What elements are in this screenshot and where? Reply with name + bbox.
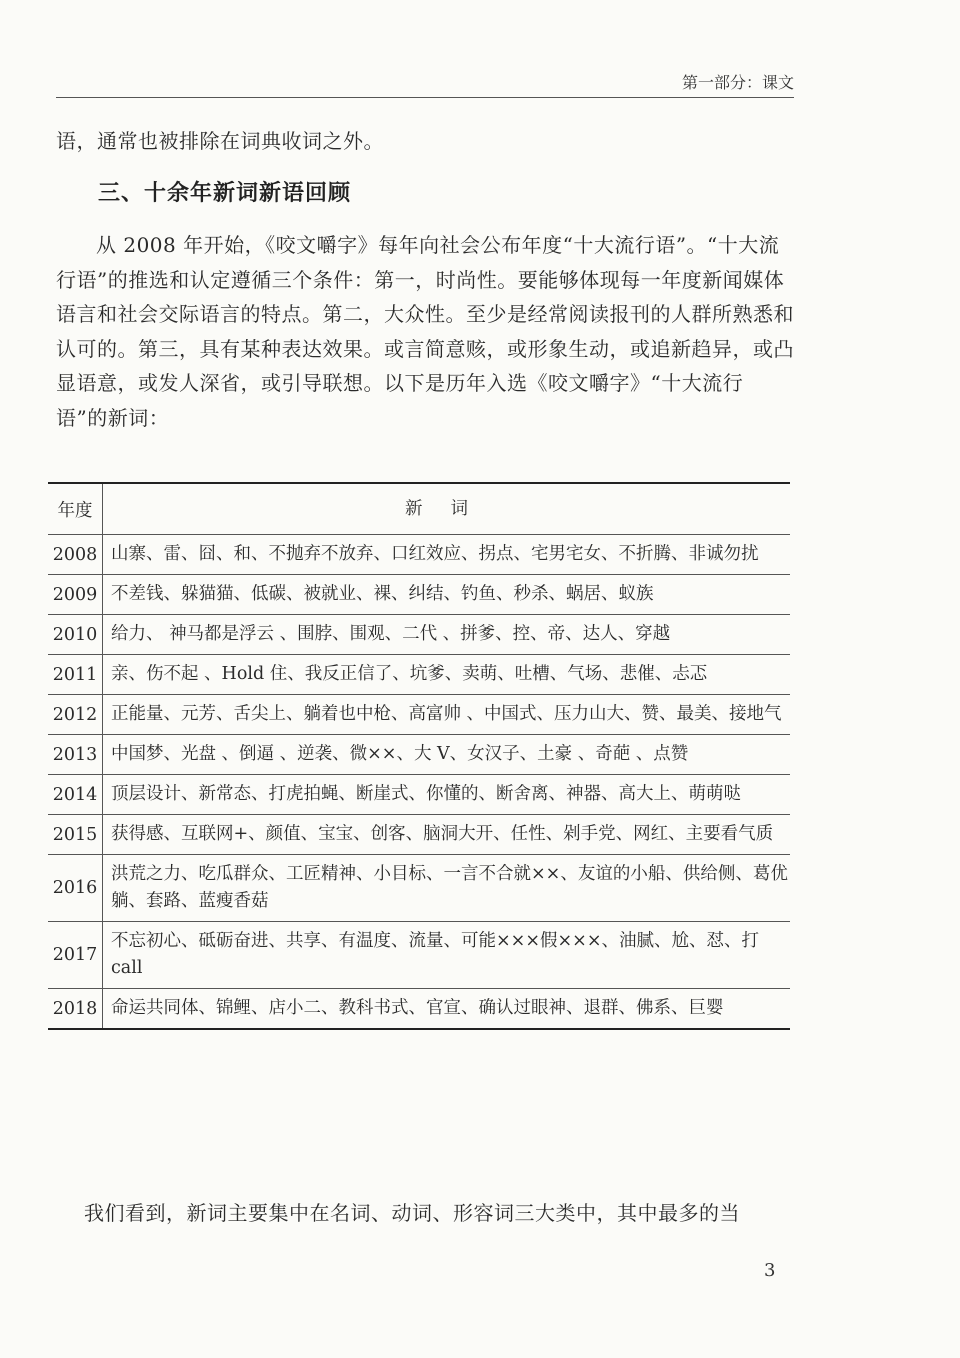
table-row [48, 575, 790, 615]
year-cell: 2013 [48, 735, 103, 775]
words-cell: 不差钱、躲猫猫、低碳、被就业、裸、纠结、钓鱼、秒杀、蜗居、蚁族 [103, 575, 791, 615]
words-cell: 山寨、雷、囧、和、不抛弃不放弃、口红效应、拐点、宅男宅女、不折腾、非诚勿扰 [103, 535, 791, 575]
year-cell: 2011 [48, 655, 103, 695]
words-cell: 获得感、互联网+、颜值、宝宝、创客、脑洞大开、任性、剁手党、网红、主要看气质 [103, 815, 791, 855]
intro-paragraph: 从 2008 年开始，《咬文嚼字》每年向社会公布年度“十大流行语”。“十大流行语”的推选和认定遵循三个条件：第一，时尚性。要能够体现每一年度新闻媒体语言和社会交际语言的特点。第二，大众性。至少是经常阅读报刊的人群所熟悉和认可的。第三，具有某种表达效果。或言简意赅，或形象生动，或追新趋异，或凸显语意，或发人深省，或引导联想。以下是历年入选《咬文嚼字》“十大流行语”的新词： [56, 233, 794, 430]
year-cell: 2014 [48, 775, 103, 815]
words-cell: 洪荒之力、吃瓜群众、工匠精神、小目标、一言不合就××、友谊的小船、供给侧、葛优躺、套路、蓝瘦香菇 [103, 855, 791, 922]
words-cell: 亲、伤不起 、Hold 住、我反正信了、坑爹、卖萌、吐槽、气场、悲催、忐忑 [103, 655, 791, 695]
year-cell: 2017 [48, 922, 103, 989]
header-rule [56, 97, 794, 98]
table-row [48, 695, 790, 735]
closing-paragraph: 我们看到，新词主要集中在名词、动词、形容词三大类中，其中最多的当 [84, 1201, 740, 1225]
year-cell: 2015 [48, 815, 103, 855]
continued-paragraph: 语，通常也被排除在词典收词之外。 [56, 129, 384, 153]
header-year: 年度 [48, 483, 103, 535]
table-row [48, 655, 790, 695]
section-title: 三、十余年新词新语回顾 [98, 181, 352, 206]
words-cell: 不忘初心、砥砺奋进、共享、有温度、流量、可能×××假×××、油腻、尬、怼、打 call [103, 922, 791, 989]
words-cell: 顶层设计、新常态、打虎拍蝇、断崖式、你懂的、断舍离、神器、高大上、萌萌哒 [103, 775, 791, 815]
table-row [48, 855, 790, 922]
table-row [48, 615, 790, 655]
table-row [48, 989, 790, 1030]
new-words-table [48, 482, 790, 1030]
table-row [48, 775, 790, 815]
year-cell: 2008 [48, 535, 103, 575]
words-cell: 中国梦、光盘 、倒逼 、逆袭、微××、大 V、女汉子、土豪 、奇葩 、点赞 [103, 735, 791, 775]
year-cell: 2012 [48, 695, 103, 735]
words-cell: 给力、 神马都是浮云 、围脖、围观、二代 、拼爹、控、帝、达人、穿越 [103, 615, 791, 655]
year-cell: 2018 [48, 989, 103, 1030]
table-row [48, 535, 790, 575]
words-cell: 正能量、元芳、舌尖上、躺着也中枪、高富帅 、中国式、压力山大、赞、最美、接地气 [103, 695, 791, 735]
running-header: 第一部分：课文 [681, 73, 794, 92]
table-header-row [48, 483, 790, 535]
table-row [48, 815, 790, 855]
year-cell: 2010 [48, 615, 103, 655]
page-number: 3 [764, 1260, 776, 1281]
words-cell: 命运共同体、锦鲤、店小二、教科书式、官宣、确认过眼神、退群、佛系、巨婴 [103, 989, 791, 1030]
year-cell: 2016 [48, 855, 103, 922]
year-cell: 2009 [48, 575, 103, 615]
header-words: 新词 [103, 483, 791, 535]
table-row [48, 922, 790, 989]
table-row [48, 735, 790, 775]
